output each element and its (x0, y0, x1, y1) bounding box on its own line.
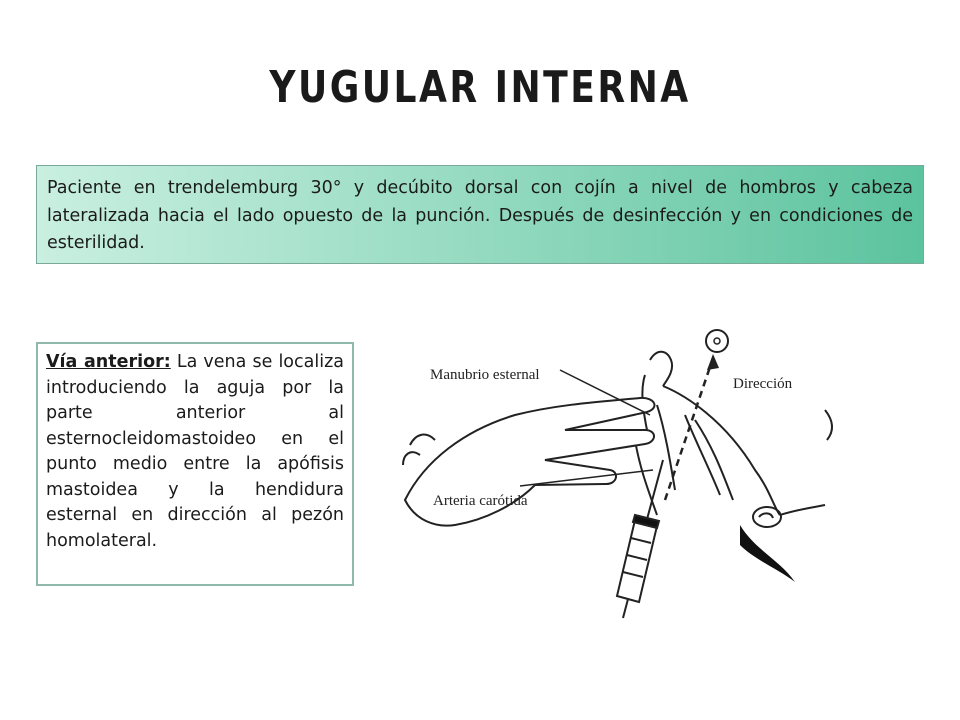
hair-icon (740, 525, 795, 582)
jugular-puncture-illustration (395, 320, 845, 620)
nipple-target-icon (706, 330, 728, 352)
intro-box (36, 165, 924, 264)
via-anterior-text: La vena se localiza introduciendo la aguja por la parte anterior al esternocleidomastoideo en el punto medio entre la apófisis mastoidea y la hendidura esternal en dirección al pezón homolateral. (46, 352, 344, 551)
page-title: YUGULAR INTERNA (269, 62, 691, 113)
via-anterior-box (36, 342, 354, 586)
label-manubrio-esternal: Manubrio esternal (430, 367, 540, 383)
intro-text: Paciente en trendelemburg 30° y decúbito dorsal con cojín a nivel de hombros y cabeza lateralizada hacia el lado opuesto de la punción. Después de desinfección y en condiciones de esterilidad. (47, 178, 913, 253)
label-direccion: Dirección (733, 376, 793, 392)
syringe-icon (617, 460, 663, 618)
label-arteria-carotida: Arteria carótida (433, 493, 528, 509)
via-anterior-heading: Vía anterior: (46, 352, 171, 372)
illustration-svg (395, 320, 845, 620)
ear-icon (753, 507, 781, 527)
